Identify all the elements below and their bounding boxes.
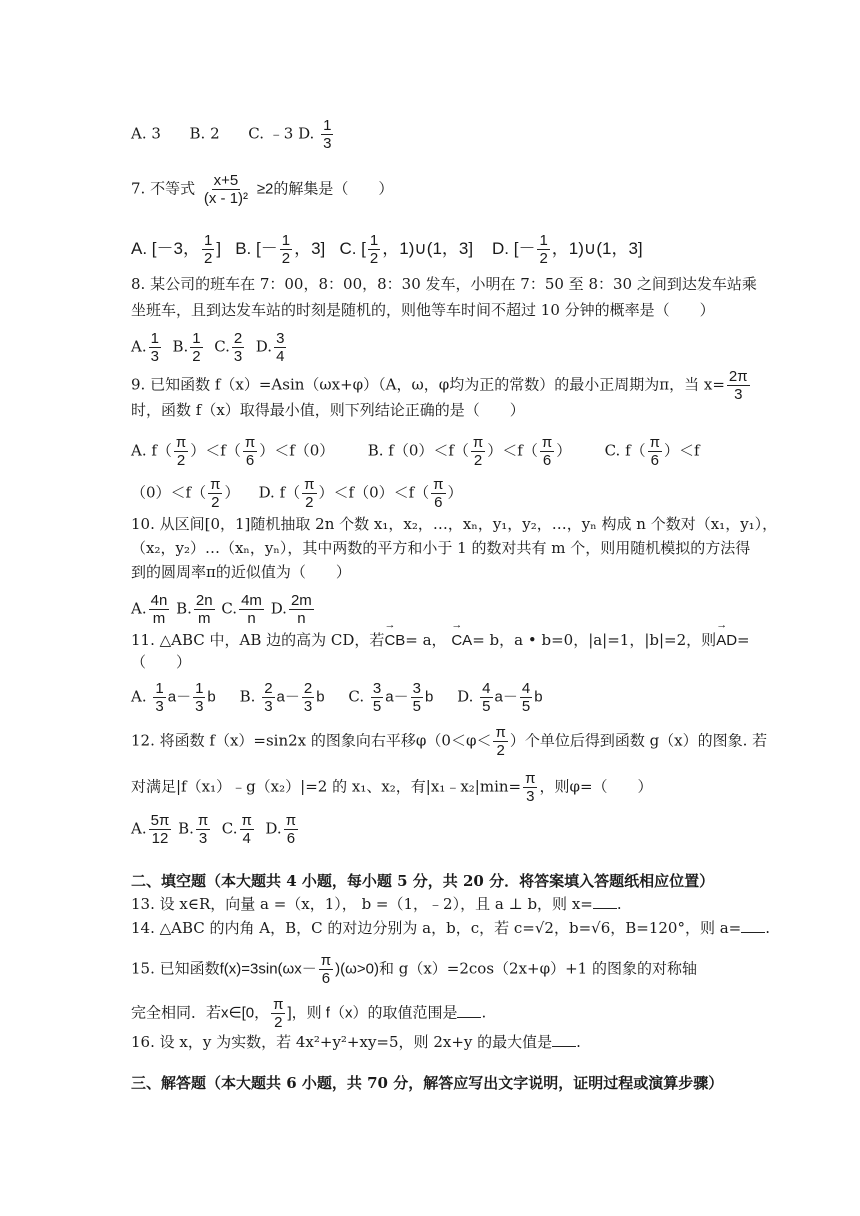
q8-line2: 坐班车，且到达发车站的时刻是随机的，则他等车时间不超过 10 分钟的概率是（ ） bbox=[131, 301, 715, 319]
answer-blank bbox=[457, 1003, 481, 1018]
q11-line1: 11. △ABC 中，AB 边的高为 CD，若→ CB= a， → CA= b，a • b=0，|a|=1，|b|=2，则→ AD= bbox=[131, 630, 750, 651]
q11-options: A. $\frac{1}{3}$ a－ $\frac{1}{3}$ b B. $\frac{2}{3}$ a－ $\frac{2}{3}$ b C. $\frac{3}{5}$ a－ $\frac{3}{5}$ b D. $\frac{4}{5}$ a－ $\frac{4}{5}$ b bbox=[131, 680, 543, 715]
q6-options bbox=[131, 117, 335, 152]
q14: 14. △ABC 的内角 A，B，C 的对边分别为 a，b，c，若 c=√2，b=√6，B=120°，则 a= . bbox=[131, 919, 771, 937]
fraction: $\frac{1}{3}$ bbox=[323, 117, 332, 152]
q12-line2: 对满足|f（x₁）﹣g（x₂）|=2 的 x₁、x₂，有|x₁﹣x₂|min= $\frac{\pi}{3}$ ，则φ=（ ） bbox=[131, 770, 653, 805]
q16: 16. 设 x，y 为实数，若 4x²+y²+xy=5，则 2x+y 的最大值是 . bbox=[131, 1033, 581, 1051]
q10-line2: （x₂，y₂）…（xₙ，yₙ），其中两数的平方和小于 1 的数对共有 m 个，则用随机模拟的方法得 bbox=[131, 539, 751, 557]
q8-options: A. $\frac{1}{3}$ B. $\frac{1}{2}$ C. $\frac{2}{3}$ D. $\frac{3}{4}$ bbox=[131, 330, 285, 365]
q8-line1: 8. 某公司的班车在 7：00，8：00，8：30 发车，小明在 7：50 至 8：30 之间到达发车站乘 bbox=[131, 275, 757, 293]
q15-line1: 15. 已知函数f(x)=3sin(ωx－ $\frac{\pi}{6}$ )(ω>0)和 g（x）=2cos（2x+φ）+1 的图象的对称轴 bbox=[131, 952, 697, 987]
q7-options: A. [－3， $\frac{1}{2}$ ] B. [－ $\frac{1}{2}$ ，3] C. [ $\frac{1}{2}$ ，1)∪(1，3] D. [－ $\frac{1}{2}$ ，1)∪(1，3] bbox=[131, 232, 643, 267]
q6-option-b: B. 2 bbox=[189, 124, 220, 143]
q10-line1: 10. 从区间[0，1]随机抽取 2n 个数 x₁，x₂，…，xₙ，y₁，y₂，…，yₙ 构成 n 个数对（x₁，y₁）， bbox=[131, 515, 778, 533]
q15-line2: 完全相同．若x∈[0， $\frac{\pi}{2}$ ]，则 f（x）的取值范围是 . bbox=[131, 996, 487, 1031]
q6-option-a: A. 3 bbox=[131, 124, 161, 143]
q12-line1: 12. 将函数 f（x）=sin2x 的图象向右平移φ（0＜φ＜ $\frac{\pi}{2}$ ）个单位后得到函数 g（x）的图象. 若 bbox=[131, 724, 768, 759]
q10-line3: 到的圆周率π的近似值为（ ） bbox=[131, 563, 351, 581]
q6-option-c: C. ﹣3 bbox=[248, 124, 294, 143]
q11-line2: （ ） bbox=[131, 653, 192, 671]
q6-option-d: D. bbox=[298, 124, 315, 143]
q10-options: A. $\frac{4n}{m}$ B. $\frac{2n}{m}$ C. $\frac{4m}{n}$ D. $\frac{2m}{n}$ bbox=[131, 592, 312, 627]
q13: 13. 设 x∈R，向量 a =（x，1）， b =（1，﹣2），且 a ⊥ b，则 x= . bbox=[131, 895, 622, 913]
q12-options: A. $\frac{5\pi}{12}$ B. $\frac{\pi}{3}$ C. $\frac{\pi}{4}$ D. $\frac{\pi}{6}$ bbox=[131, 812, 297, 847]
q7-stem: 7. 不等式 $\frac{x+5}{\text{(x - 1)²}}$ ≥2的解集是（ ） bbox=[131, 172, 394, 207]
q9-options-row1: A. f（ $\frac{\pi}{2}$ ）＜f（ $\frac{\pi}{6}$ ）＜f（0） B. f（0）＜f（ $\frac{\pi}{2}$ ）＜f（ $\frac{\pi}{6}$ ） C. f（ $\frac{\pi}{6}$ ）＜f bbox=[131, 434, 700, 469]
section-3-heading: 三、解答题（本大题共 6 小题，共 70 分，解答应写出文字说明，证明过程或演算步骤） bbox=[131, 1074, 724, 1092]
answer-blank bbox=[552, 1032, 576, 1047]
fraction: $\frac{x+5}{\text{(x - 1)²}}$ bbox=[203, 172, 249, 207]
answer-blank bbox=[741, 918, 765, 933]
q9-line1: 9. 已知函数 f（x）=Asin（ωx+φ）（A，ω，φ均为正的常数）的最小正周期为π，当 x= $\frac{2\pi}{3}$ bbox=[131, 368, 748, 403]
q9-line2: 时，函数 f（x）取得最小值，则下列结论正确的是（ ） bbox=[131, 401, 525, 419]
section-2-heading: 二、填空题（本大题共 4 小题，每小题 5 分，共 20 分．将答案填入答题纸相应位置） bbox=[131, 872, 715, 890]
q9-options-row2: （0）＜f（ $\frac{\pi}{2}$ ） D. f（ $\frac{\pi}{2}$ ）＜f（0）＜f（ $\frac{\pi}{6}$ ） bbox=[131, 476, 463, 511]
answer-blank bbox=[593, 894, 617, 909]
